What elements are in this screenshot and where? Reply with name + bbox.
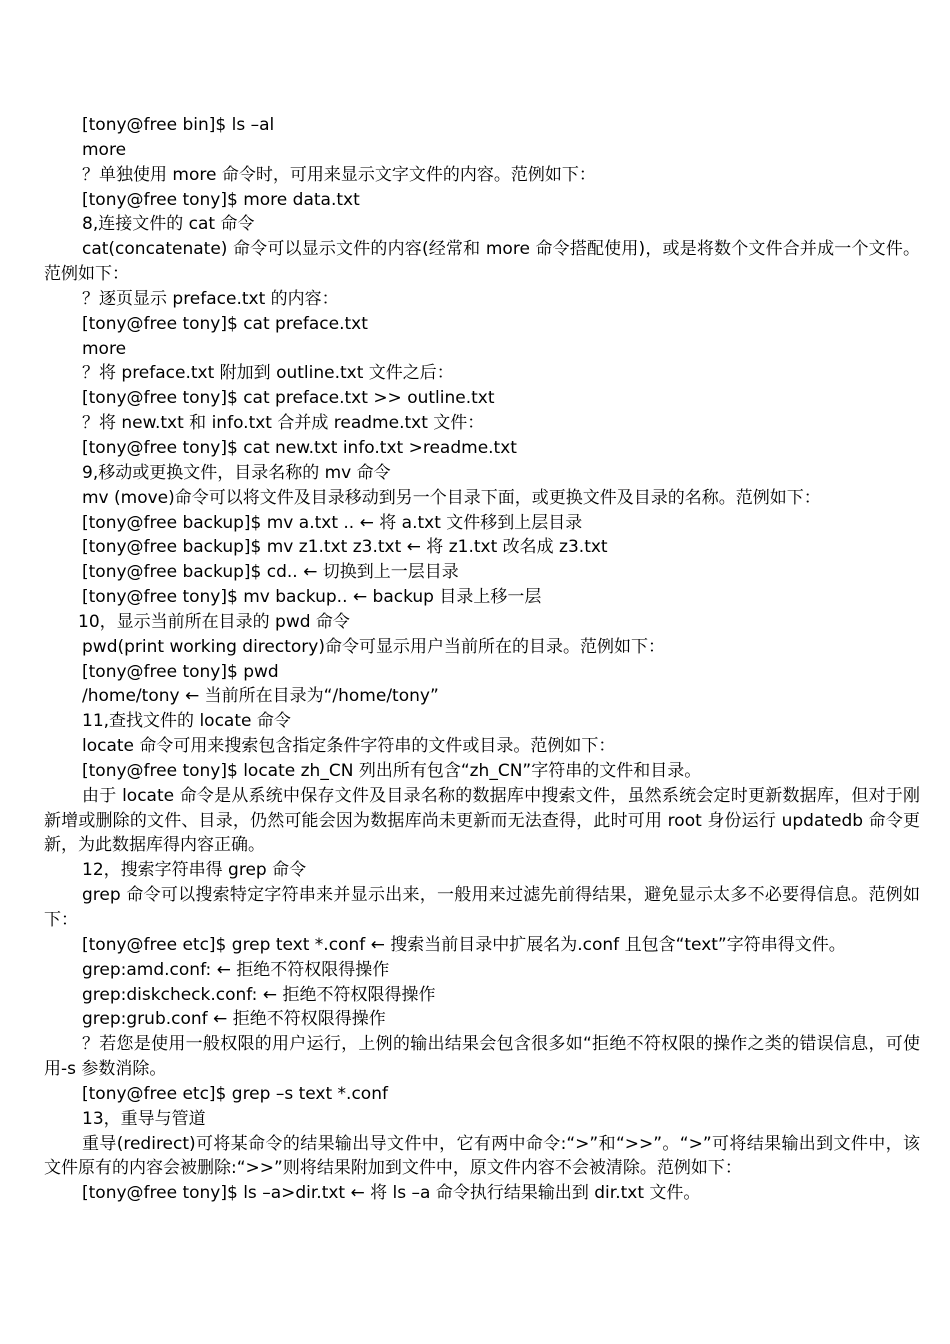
text-line: /home/tony ← 当前所在目录为“/home/tony”: [82, 686, 439, 707]
text-line: [tony@free tony]$ mv backup.. ← backup 目录上移一层: [82, 587, 542, 608]
text-line: grep:grub.conf ← 拒绝不符权限得操作: [82, 1009, 386, 1030]
paragraph: cat(concatenate) 命令可以显示文件的内容(经常和 more 命令搭配使用)，或是将数个文件合并成一个文件。范例如下：: [44, 239, 920, 285]
text-line: [tony@free tony]$ more data.txt: [82, 189, 360, 210]
text-line: more: [82, 338, 127, 359]
text-line: grep:diskcheck.conf: ← 拒绝不符权限得操作: [82, 984, 436, 1005]
text-line: [tony@free bin]$ ls –al: [82, 115, 275, 135]
section-heading: 10，显示当前所在目录的 pwd 命令: [78, 611, 350, 632]
text-line: ？将 new.txt 和 info.txt 合并成 readme.txt 文件：: [82, 413, 485, 434]
text-line: locate 命令可用来搜索包含指定条件字符串的文件或目录。范例如下：: [82, 736, 616, 757]
paragraph: grep 命令可以搜索特定字符串来并显示出来，一般用来过滤先前得结果，避免显示太多不必要得信息。范例如下：: [44, 885, 920, 930]
text-line: [tony@free tony]$ locate zh_CN 列出所有包含“zh_CN”字符串的文件和目录。: [82, 760, 702, 781]
text-line: [tony@free tony]$ cat preface.txt: [82, 313, 368, 334]
text-line: [tony@free backup]$ mv a.txt .. ← 将 a.txt 文件移到上层目录: [82, 512, 583, 533]
document-body: [44, 113, 920, 1206]
text-line: [tony@free backup]$ mv z1.txt z3.txt ← 将 z1.txt 改名成 z3.txt: [82, 537, 608, 558]
text-line: [tony@free etc]$ grep –s text *.conf: [82, 1083, 388, 1104]
paragraph: 由于 locate 命令是从系统中保存文件及目录名称的数据库中搜索文件，虽然系统会定时更新数据库，但对于刚新增或删除的文件、目录，仍然可能会因为数据库尚未更新而无法查得，此时可用 root 身份运行 updatedb 命令更新，为此数据库得内容正确。: [44, 785, 920, 856]
section-heading: 12，搜索字符串得 grep 命令: [82, 860, 307, 881]
text-line: mv (move)命令可以将文件及目录移动到另一个目录下面，或更换文件及目录的名称。范例如下：: [82, 487, 821, 508]
text-line: ？逐页显示 preface.txt 的内容：: [82, 288, 339, 309]
text-line: more: [82, 139, 127, 160]
paragraph: 重导(redirect)可将某命令的结果输出导文件中，它有两中命令:“>”和“>>”。“>”可将结果输出到文件中，该文件原有的内容会被删除:“>>”则将结果附加到文件中，原文件内容不会被清除。范例如下：: [44, 1133, 920, 1179]
text-line: pwd(print working directory)命令可显示用户当前所在的目录。范例如下：: [82, 636, 665, 657]
text-line: [tony@free tony]$ cat preface.txt >> outline.txt: [82, 388, 495, 409]
paragraph: ？若您是使用一般权限的用户运行，上例的输出结果会包含很多如“拒绝不符权限的操作之类的错误信息，可使用-s 参数消除。: [44, 1034, 920, 1080]
section-heading: 13，重导与管道: [82, 1108, 206, 1129]
section-heading: 9,移动或更换文件，目录名称的 mv 命令: [82, 462, 391, 483]
text-line: ？将 preface.txt 附加到 outline.txt 文件之后：: [82, 363, 454, 384]
section-heading: 11,查找文件的 locate 命令: [82, 711, 291, 732]
text-line: grep:amd.conf: ← 拒绝不符权限得操作: [82, 959, 390, 980]
text-line: [tony@free tony]$ ls –a>dir.txt ← 将 ls –a 命令执行结果输出到 dir.txt 文件。: [82, 1183, 701, 1204]
text-line: [tony@free backup]$ cd.. ← 切换到上一层目录: [82, 562, 459, 583]
text-line: [tony@free tony]$ cat new.txt info.txt >readme.txt: [82, 437, 517, 458]
text-line: ？单独使用 more 命令时，可用来显示文字文件的内容。范例如下：: [82, 164, 596, 185]
section-heading: 8,连接文件的 cat 命令: [82, 214, 255, 235]
text-line: [tony@free tony]$ pwd: [82, 661, 279, 682]
text-line: [tony@free etc]$ grep text *.conf ← 搜索当前目录中扩展名为.conf 且包含“text”字符串得文件。: [82, 934, 846, 955]
